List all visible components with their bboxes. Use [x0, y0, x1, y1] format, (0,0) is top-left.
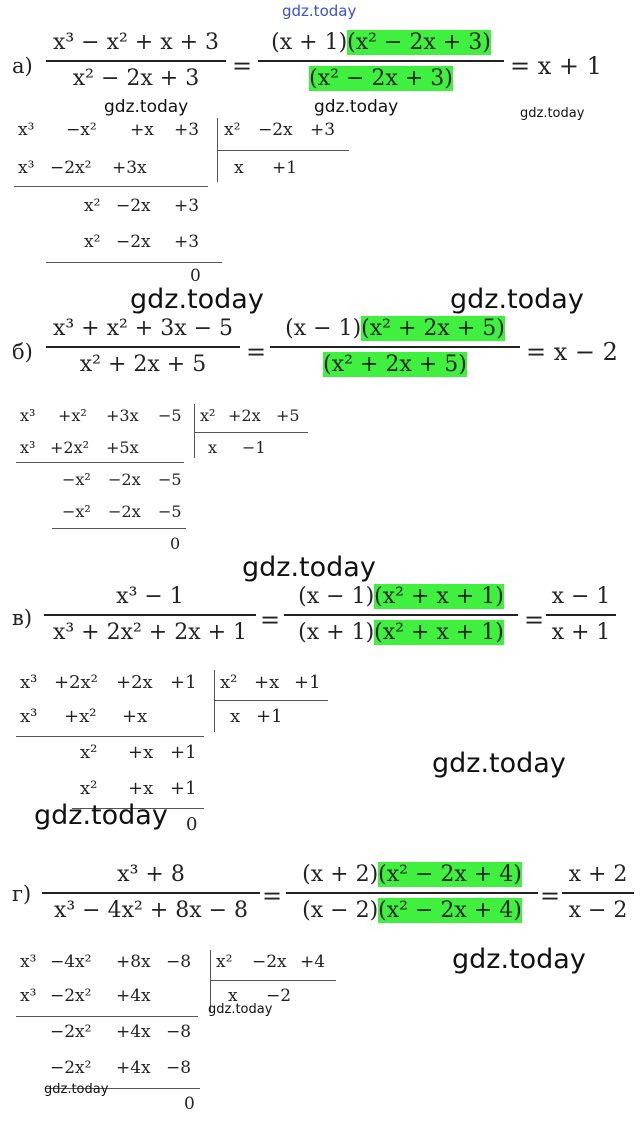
problem-label: а)	[12, 54, 33, 78]
middle-fraction	[258, 28, 504, 94]
remainder: 0	[186, 814, 198, 835]
watermark: gdz.today	[208, 1002, 273, 1017]
lhs-fraction: x³ + 8 x³ − 4x² + 8x − 8	[42, 860, 260, 926]
watermark: gdz.today	[282, 2, 357, 20]
watermark: gdz.today	[104, 97, 189, 117]
watermark: gdz.today	[450, 284, 584, 315]
highlighted-factor: (x² − 2x + 4)	[378, 897, 522, 923]
rhs-fraction: x + 2 x − 2	[562, 860, 634, 926]
long-division: x³ −4x² +8x −8 x³ −2x² +4x −2x² +4x −8 −2x² +4x −8 0 x² −2x +4 x −2	[16, 950, 346, 1120]
lhs-fraction	[46, 28, 226, 94]
highlighted-factor: (x² + x + 1)	[374, 584, 504, 609]
highlighted-factor: (x² − 2x + 3)	[347, 30, 491, 55]
numerator: x³ − x² + x + 3	[52, 30, 220, 55]
long-division: x³ +2x² +2x +1 x³ +x² +x x² +x +1 x² +x +1 0 x² +x +1 x +1	[16, 670, 346, 835]
result: = x + 1	[510, 52, 602, 80]
rhs-fraction: x − 1 x + 1	[546, 582, 616, 648]
highlighted-factor: (x² + x + 1)	[374, 619, 504, 645]
highlighted-factor: (x² − 2x + 3)	[309, 65, 453, 91]
lhs-fraction: x³ + x² + 3x − 5 x² + 2x + 5	[46, 314, 240, 380]
middle-fraction: (x + 2)(x² − 2x + 4) (x − 2)(x² − 2x + 4)	[286, 860, 538, 926]
highlighted-factor: (x² − 2x + 4)	[378, 862, 522, 887]
denominator: x² − 2x + 3	[72, 65, 200, 91]
result: = x − 2	[526, 338, 618, 366]
problem-label: г)	[12, 882, 32, 906]
middle-fraction: (x − 1)(x² + x + 1) (x + 1)(x² + x + 1)	[284, 582, 518, 648]
watermark: gdz.today	[452, 944, 586, 975]
highlighted-factor: (x² + 2x + 5)	[323, 351, 467, 377]
watermark: gdz.today	[130, 284, 264, 315]
watermark: gdz.today	[44, 1082, 109, 1097]
problem-label: б)	[12, 340, 33, 364]
watermark: gdz.today	[432, 748, 566, 779]
long-division: x³ +x² +3x −5 x³ +2x² +5x −x² −2x −5 −x² −2x −5 0 x² +2x +5 x −1	[16, 404, 326, 559]
watermark: gdz.today	[242, 552, 376, 583]
watermark: gdz.today	[314, 97, 399, 117]
watermark: gdz.today	[520, 106, 585, 121]
long-division: x³ −x² +x +3 x³ −2x² +3x x² −2x +3 x² −2x +3 0 x² −2x +3 x +1	[14, 118, 354, 288]
problem-label: в)	[12, 606, 33, 630]
remainder: 0	[184, 1094, 195, 1114]
highlighted-factor: (x² + 2x + 5)	[361, 316, 505, 341]
factor: (x + 1)	[271, 30, 348, 55]
remainder: 0	[190, 266, 201, 286]
remainder: 0	[170, 534, 181, 553]
lhs-fraction: x³ − 1 x³ + 2x² + 2x + 1	[44, 582, 256, 648]
watermark: gdz.today	[34, 800, 168, 831]
middle-fraction: (x − 1)(x² + 2x + 5) (x² + 2x + 5)	[270, 314, 520, 380]
